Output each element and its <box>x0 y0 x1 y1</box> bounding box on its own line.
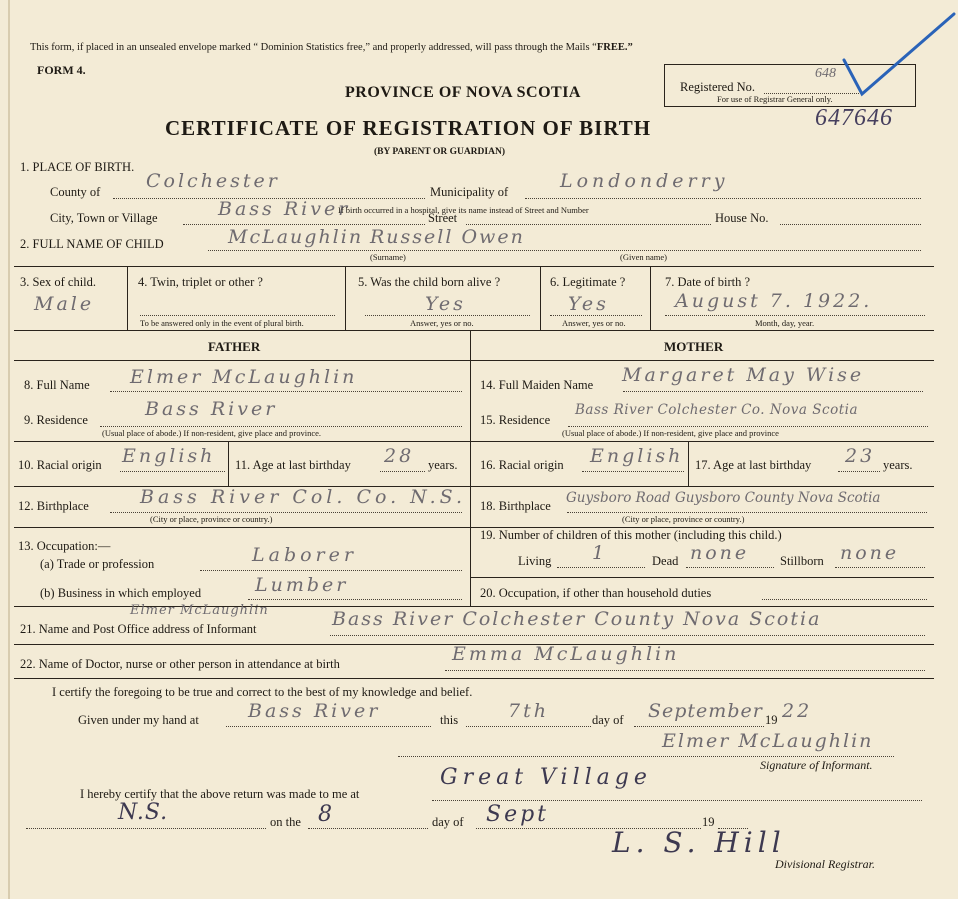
surname-caption: (Surname) <box>370 252 406 262</box>
rule <box>14 441 470 442</box>
father-racial-line <box>120 471 225 472</box>
mail-notice: This form, if placed in an unsealed envelope marked “ Dominion Statistics free,” and properly addressed, will pass through the Mails “FREE.” <box>30 42 633 53</box>
city-line <box>183 224 425 225</box>
rule <box>14 360 934 361</box>
month-value: September <box>648 700 763 722</box>
occupation-label: 13. Occupation:— <box>18 539 111 553</box>
father-heading: FATHER <box>208 339 261 354</box>
registered-value: 648 <box>815 66 836 81</box>
place-of-birth-heading: 1. PLACE OF BIRTH. <box>20 160 135 174</box>
twin-label: 4. Twin, triplet or other ? <box>138 275 263 289</box>
given-name-caption: (Given name) <box>620 252 667 262</box>
on-the-label: on the <box>270 815 301 829</box>
signature-line <box>398 756 894 757</box>
mother-occupation-line <box>762 599 927 600</box>
doctor-value: Emma McLaughlin <box>452 643 680 665</box>
checkmark-icon <box>840 8 958 100</box>
given-label: Given under my hand at <box>78 713 199 727</box>
this-label: this <box>440 713 459 727</box>
mother-occupation-label: 20. Occupation, if other than household duties <box>480 586 712 600</box>
mail-free: FREE.” <box>596 42 633 53</box>
certify-statement: I certify the foregoing to be true and correct to the best of my knowledge and belief. <box>52 685 473 699</box>
business-label: (b) Business in which employed <box>40 586 202 600</box>
registrar-signature: L. S. Hill <box>612 826 786 859</box>
father-residence-label: 9. Residence <box>24 413 88 427</box>
province-heading: PROVINCE OF NOVA SCOTIA <box>345 84 581 101</box>
registrar-statement: I hereby certify that the above return was made to me at <box>80 787 360 801</box>
living-label: Living <box>518 554 552 568</box>
dead-value: none <box>690 542 750 564</box>
county-value: Colchester <box>146 170 280 192</box>
certificate-title: CERTIFICATE OF REGISTRATION OF BIRTH <box>165 116 652 140</box>
registrar-caption: Divisional Registrar. <box>775 857 876 871</box>
sex-value: Male <box>34 293 95 315</box>
dob-note: Month, day, year. <box>755 318 815 328</box>
stamp-number: 647646 <box>815 105 893 131</box>
mother-birthplace-note: (City or place, province or country.) <box>622 514 745 524</box>
father-birthplace-note: (City or place, province or country.) <box>150 514 273 524</box>
living-value: 1 <box>592 542 608 564</box>
business-line <box>248 599 462 600</box>
child-surname: McLaughlin <box>228 226 364 248</box>
mother-racial-line <box>582 471 684 472</box>
certificate-subtitle: (BY PARENT OR GUARDIAN) <box>374 147 505 157</box>
street-label: Street <box>428 211 458 225</box>
mother-age-line <box>838 471 880 472</box>
rule <box>14 678 934 679</box>
mother-racial-value: English <box>590 445 684 467</box>
father-residence-note: (Usual place of abode.) If non-resident, give place and province. <box>102 428 322 438</box>
mother-name-line <box>623 391 923 392</box>
father-residence-line <box>100 426 462 427</box>
registrar-day-line <box>308 828 428 829</box>
child-name-label: 2. FULL NAME OF CHILD <box>20 237 164 251</box>
children-label: 19. Number of children of this mother (including this child.) <box>480 528 782 542</box>
divider <box>540 266 541 330</box>
month-line <box>634 726 764 727</box>
father-name-label: 8. Full Name <box>24 378 90 392</box>
twin-note: To be answered only in the event of plural birth. <box>140 318 304 328</box>
divider <box>345 266 346 330</box>
rule <box>14 527 470 528</box>
county-label: County of <box>50 185 101 199</box>
mother-racial-label: 16. Racial origin <box>480 458 564 472</box>
registrar-day-of-label: day of <box>432 815 464 829</box>
center-divider <box>470 330 471 606</box>
registrar-year-prefix: 19 <box>702 815 715 829</box>
doctor-line <box>445 670 925 671</box>
municipality-value: Londonderry <box>560 170 729 192</box>
mother-birthplace-value: Guysboro Road Guysboro County Nova Scotia <box>566 490 881 506</box>
mother-residence-line <box>568 426 928 427</box>
trade-label: (a) Trade or profession <box>40 557 155 571</box>
divider <box>228 441 229 486</box>
divider <box>688 441 689 486</box>
rule <box>14 266 934 267</box>
alive-note: Answer, yes or no. <box>410 318 474 328</box>
city-value: Bass River <box>218 198 351 220</box>
municipality-label: Municipality of <box>430 185 509 199</box>
dob-label: 7. Date of birth ? <box>665 275 751 289</box>
registrar-month-value: Sept <box>486 802 550 827</box>
mother-residence-value: Bass River Colchester Co. Nova Scotia <box>575 402 859 418</box>
informant-name: Elmer McLaughlin <box>130 603 269 618</box>
legitimate-label: 6. Legitimate ? <box>550 275 626 289</box>
mother-heading: MOTHER <box>664 339 724 354</box>
stillborn-line <box>835 567 925 568</box>
stillborn-value: none <box>840 542 900 564</box>
alive-value: Yes <box>425 293 466 315</box>
trade-line <box>200 570 462 571</box>
house-label: House No. <box>715 211 769 225</box>
day-of-label: day of <box>592 713 624 727</box>
mother-name-label: 14. Full Maiden Name <box>480 378 594 392</box>
twin-line <box>140 315 335 316</box>
registrar-use-note: For use of Registrar General only. <box>717 94 833 104</box>
father-age-value: 28 <box>384 445 415 467</box>
city-label: City, Town or Village <box>50 211 158 225</box>
mother-age-label: 17. Age at last birthday <box>695 458 812 472</box>
mother-residence-note: (Usual place of abode.) If non-resident, give place and province <box>562 428 779 438</box>
informant-address: Bass River Colchester County Nova Scotia <box>332 608 822 630</box>
divider <box>650 266 651 330</box>
year-prefix: 19 <box>765 713 778 727</box>
informant-label: 21. Name and Post Office address of Informant <box>20 622 257 636</box>
mother-birthplace-line <box>567 512 927 513</box>
father-racial-value: English <box>122 445 216 467</box>
informant-line <box>330 635 925 636</box>
legitimate-line <box>550 315 642 316</box>
trade-value: Laborer <box>252 544 357 566</box>
alive-label: 5. Was the child born alive ? <box>358 275 501 289</box>
legitimate-value: Yes <box>568 293 609 315</box>
mother-birthplace-label: 18. Birthplace <box>480 499 551 513</box>
hospital-note: If birth occurred in a hospital, give its name instead of Street and Number <box>338 205 589 215</box>
registrar-place-value: Great Village <box>440 765 652 790</box>
rule <box>470 577 934 578</box>
given-place-line <box>226 726 431 727</box>
street-line <box>466 224 711 225</box>
house-line <box>780 224 921 225</box>
doctor-label: 22. Name of Doctor, nurse or other person in attendance at birth <box>20 657 340 671</box>
father-birthplace-value: Bass River Col. Co. N.S. <box>140 486 466 508</box>
page-edge <box>8 0 10 899</box>
dob-line <box>665 315 925 316</box>
rule <box>470 486 934 487</box>
rule <box>14 330 934 331</box>
form-number: FORM 4. <box>37 63 86 77</box>
father-name-value: Elmer McLaughlin <box>130 366 358 388</box>
business-value: Lumber <box>255 574 349 596</box>
registrar-province-value: N.S. <box>118 800 169 825</box>
dead-label: Dead <box>652 554 679 568</box>
father-years: years. <box>428 458 458 472</box>
registrar-day-value: 8 <box>318 802 333 827</box>
father-name-line <box>110 391 462 392</box>
dead-line <box>686 567 774 568</box>
dob-value: August 7. 1922. <box>675 290 873 312</box>
mother-years: years. <box>883 458 913 472</box>
child-name-line <box>208 250 921 251</box>
father-age-label: 11. Age at last birthday <box>235 458 351 472</box>
mother-age-value: 23 <box>845 445 876 467</box>
father-birthplace-label: 12. Birthplace <box>18 499 89 513</box>
day-value: 7th <box>508 700 549 722</box>
mother-residence-label: 15. Residence <box>480 413 551 427</box>
father-residence-value: Bass River <box>145 398 278 420</box>
rule <box>470 441 934 442</box>
year-value: 22 <box>782 700 813 722</box>
given-place-value: Bass River <box>248 700 381 722</box>
registered-label: Registered No. <box>680 80 755 94</box>
father-racial-label: 10. Racial origin <box>18 458 102 472</box>
registrar-place-line <box>432 800 922 801</box>
signature-caption: Signature of Informant. <box>760 758 873 772</box>
father-age-line <box>380 471 425 472</box>
day-line <box>466 726 591 727</box>
mother-name-value: Margaret May Wise <box>622 364 865 386</box>
informant-signature: Elmer McLaughlin <box>662 730 874 752</box>
legitimate-note: Answer, yes or no. <box>562 318 626 328</box>
province-line <box>26 828 266 829</box>
living-line <box>557 567 645 568</box>
municipality-line <box>525 198 921 199</box>
sex-label: 3. Sex of child. <box>20 275 97 289</box>
child-given-name: Russell Owen <box>370 226 525 248</box>
alive-line <box>365 315 530 316</box>
divider <box>127 266 128 330</box>
father-birthplace-line <box>110 512 462 513</box>
stillborn-label: Stillborn <box>780 554 824 568</box>
